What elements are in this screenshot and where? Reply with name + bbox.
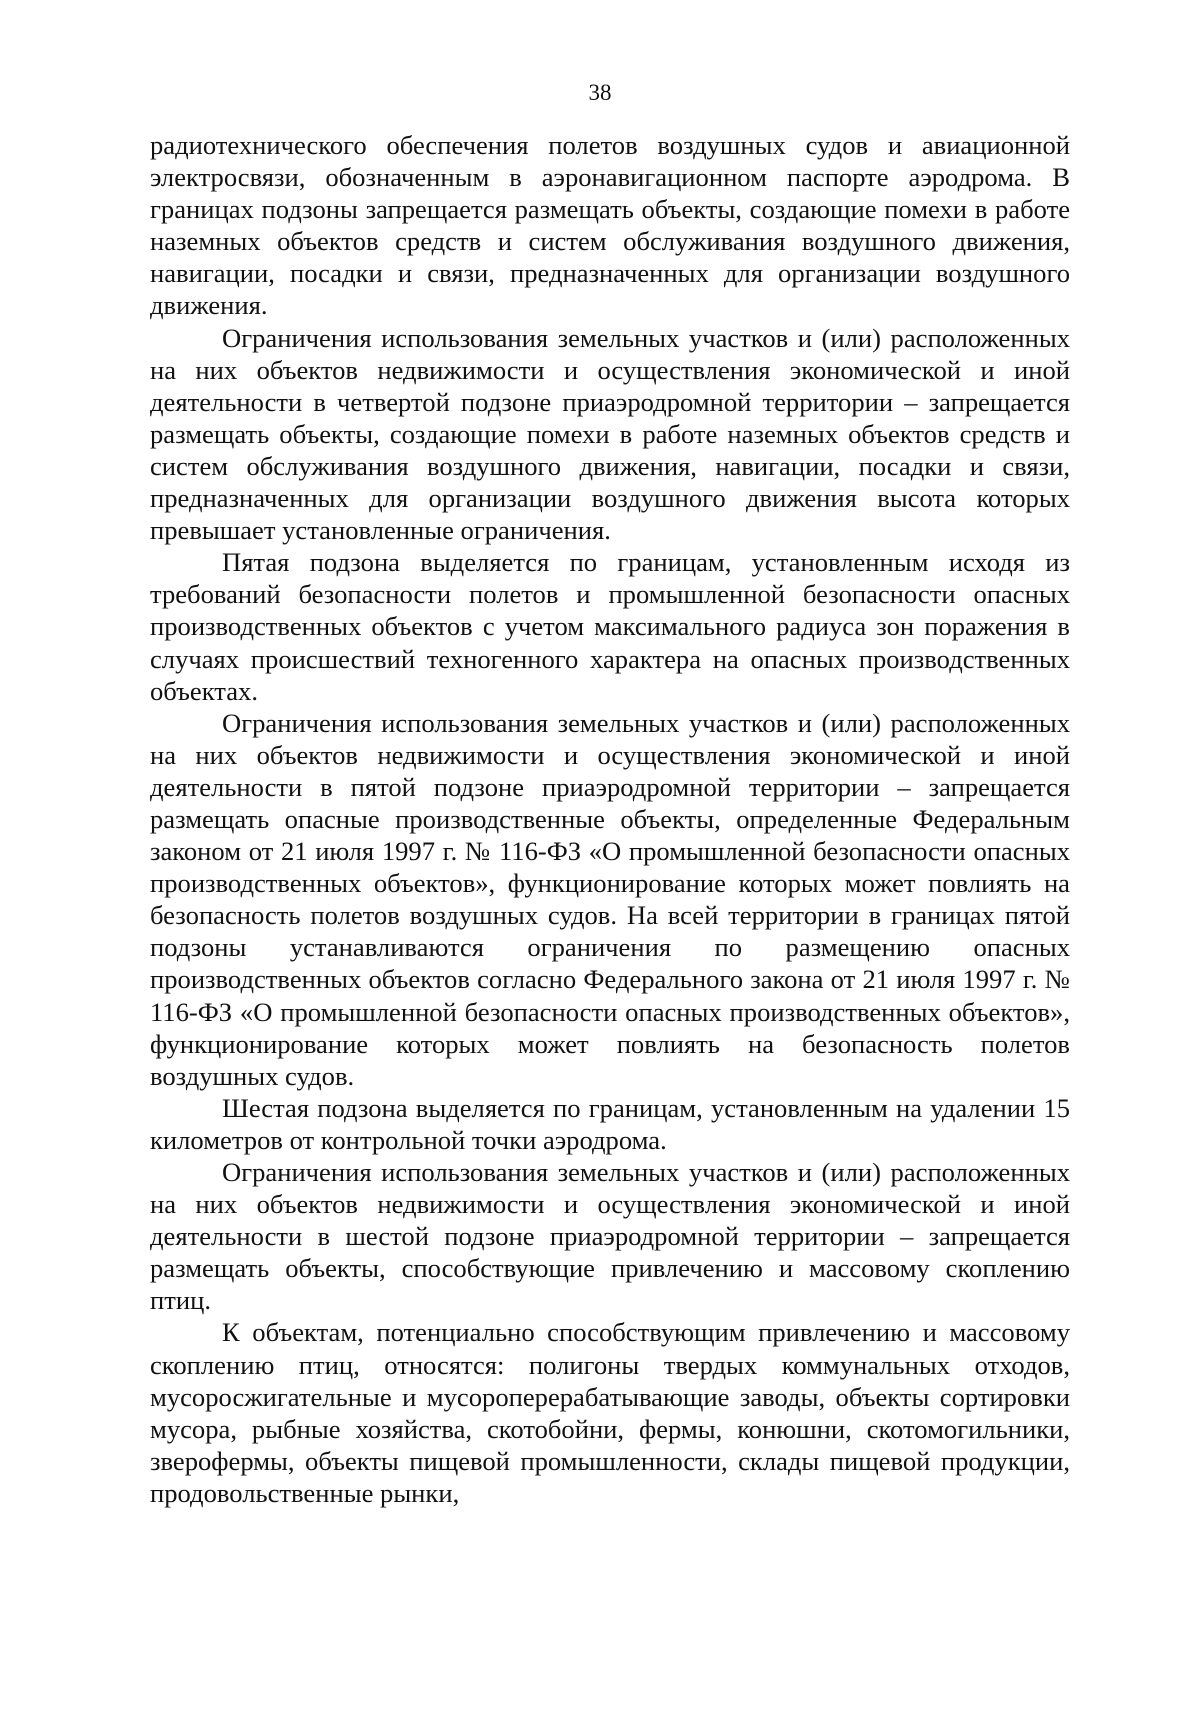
paragraph-fifth-subzone: Пятая подзона выделяется по границам, установленным исходя из требований безопасности полетов и промышленной безопасности опасных производственных объектов с учетом максимального радиуса зон поражения в случаях происшествий техногенного характера на опасных производственных объектах. bbox=[150, 547, 1070, 706]
document-body bbox=[150, 129, 1070, 1509]
paragraph-sixth-subzone: Шестая подзона выделяется по границам, установленным на удалении 15 километров от контрольной точки аэродрома. bbox=[150, 1092, 1070, 1155]
paragraph-fifth-subzone-restrictions: Ограничения использования земельных участков и (или) расположенных на них объектов недвижимости и осуществления экономической и иной деятельности в пятой подзоне приаэродромной территории – запрещается размещать опасные производственные объекты, определенные Федеральным законом от 21 июля 1997 г. № 116-ФЗ «О промышленной безопасности опасных производственных объектов», функционирование которых может повлиять на безопасность полетов воздушных судов. На всей территории в границах пятой подзоны устанавливаются ограничения по размещению опасных производственных объектов согласно Федерального закона от 21 июля 1997 г. № 116-ФЗ «О промышленной безопасности опасных производственных объектов», функционирование которых может повлиять на безопасность полетов воздушных судов. bbox=[150, 707, 1070, 1091]
page-number: 38 bbox=[588, 80, 612, 105]
paragraph-continuation: радиотехнического обеспечения полетов воздушных судов и авиационной электросвязи, обозначенным в аэронавигационном паспорте аэродрома. В границах подзоны запрещается размещать объекты, создающие помехи в работе наземных объектов средств и систем обслуживания воздушного движения, навигации, посадки и связи, предназначенных для организации воздушного движения. bbox=[150, 130, 1070, 321]
paragraph-fourth-subzone-restrictions: Ограничения использования земельных участков и (или) расположенных на них объектов недвижимости и осуществления экономической и иной деятельности в четвертой подзоне приаэродромной территории – запрещается размещать объекты, создающие помехи в работе наземных объектов средств и систем обслуживания воздушного движения, навигации, посадки и связи, предназначенных для организации воздушного движения высота которых превышает установленные ограничения. bbox=[150, 322, 1070, 546]
paragraph-sixth-subzone-restrictions: Ограничения использования земельных участков и (или) расположенных на них объектов недвижимости и осуществления экономической и иной деятельности в шестой подзоне приаэродромной территории – запрещается размещать объекты, способствующие привлечению и массовому скоплению птиц. bbox=[150, 1157, 1070, 1316]
paragraph-bird-attracting-objects: К объектам, потенциально способствующим привлечению и массовому скоплению птиц, относятся: полигоны твердых коммунальных отходов, мусоросжигательные и мусороперерабатывающие заводы, объекты сортировки мусора, рыбные хозяйства, скотобойни, фермы, конюшни, скотомогильники, зверофермы, объекты пищевой промышленности, склады пищевой продукции, продовольственные рынки, bbox=[150, 1317, 1070, 1508]
